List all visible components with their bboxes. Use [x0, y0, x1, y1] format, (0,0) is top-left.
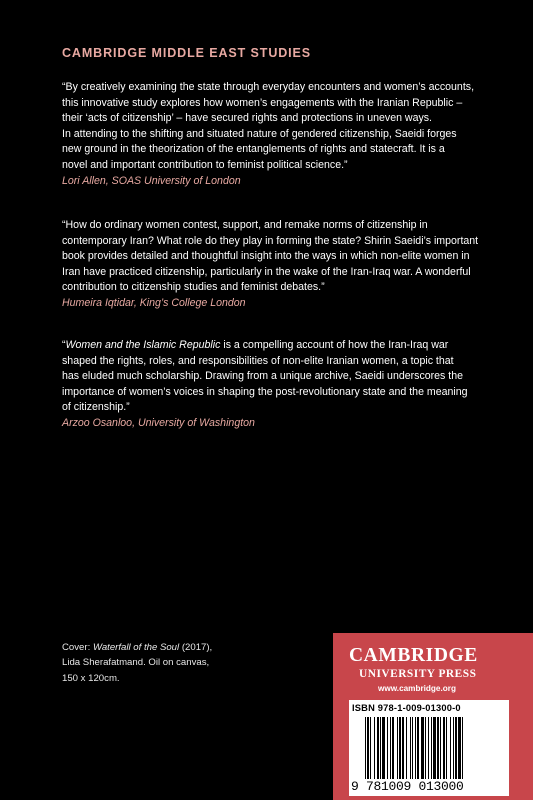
publisher-url: www.cambridge.org [378, 684, 456, 693]
quote-first-line: “Women and the Islamic Republic is a compelling account of how the Iran-Iraq war [62, 339, 449, 351]
quote-line: this innovative study explores how women’s engagements with the Iranian Republic – [62, 96, 463, 109]
quote-attribution: Lori Allen, SOAS University of London [62, 174, 241, 187]
quote-line: shaped the rights, roles, and responsibilities of non-elite Iranian women, a topic that [62, 354, 454, 367]
isbn-barcode-block [349, 700, 509, 796]
quote-line-rest: is a compelling account of how the Iran-Iraq war [220, 339, 449, 351]
cover-artist-line: Lida Sherafatmand. Oil on canvas, [62, 657, 210, 669]
quote-line: book provides detailed and thoughtful insight into the ways in which non-elite women in [62, 250, 470, 263]
endorsement-quote-3 [62, 338, 502, 432]
isbn-number: ISBN 978-1-009-01300-0 [352, 703, 461, 713]
artwork-title: Waterfall of the Soul [92, 642, 180, 653]
quote-line: In attending to the shifting and situated nature of gendered citizenship, Saeidi forges [62, 127, 457, 140]
cover-prefix: Cover: [62, 642, 93, 653]
quote-line: “How do ordinary women contest, support, and remake norms of citizenship in [62, 219, 428, 231]
quote-line: novel and important contribution to feminist political science.” [62, 158, 348, 171]
endorsement-quote-1 [62, 80, 502, 189]
publisher-logo-name: CAMBRIDGE [349, 645, 478, 666]
cover-size-line: 150 x 120cm. [62, 672, 120, 684]
quote-line: contribution to citizenship studies and feminist debates.” [62, 281, 325, 294]
barcode-digits: 9 781009 013000 [351, 779, 464, 794]
quote-line: of citizenship.” [62, 401, 130, 414]
series-title: CAMBRIDGE MIDDLE EAST STUDIES [62, 46, 312, 60]
quote-line: their ‘acts of citizenship’ – have secured rights and protections in uneven ways. [62, 112, 432, 125]
endorsement-quote-2 [62, 218, 502, 312]
publisher-box [333, 633, 533, 800]
publisher-logo-press: UNIVERSITY PRESS [359, 668, 477, 680]
quote-line: has eluded much scholarship. Drawing from a unique archive, Saeidi underscores the [62, 370, 464, 383]
quote-line: Iran have practiced citizenship, particularly in the wake of the Iran-Iraq war. A wonderful [62, 265, 471, 278]
artwork-year: (2017), [179, 642, 213, 653]
quote-line: “By creatively examining the state through everyday encounters and women’s accounts, [62, 81, 475, 93]
quote-attribution: Arzoo Osanloo, University of Washington [62, 416, 255, 429]
cover-credit [62, 640, 262, 686]
quote-line: importance of women’s voices in shaping the post-revolutionary state and the meaning [62, 385, 468, 398]
quote-attribution: Humeira Iqtidar, King’s College London [62, 296, 246, 309]
quote-line: new ground in the theorization of the entanglements of rights and statecraft. It is a [62, 143, 445, 156]
barcode-icon [363, 717, 503, 779]
quote-line: contemporary Iran? What role do they play in forming the state? Shirin Saeidi’s important [62, 234, 479, 247]
book-title: Women and the Islamic Republic [65, 339, 221, 351]
